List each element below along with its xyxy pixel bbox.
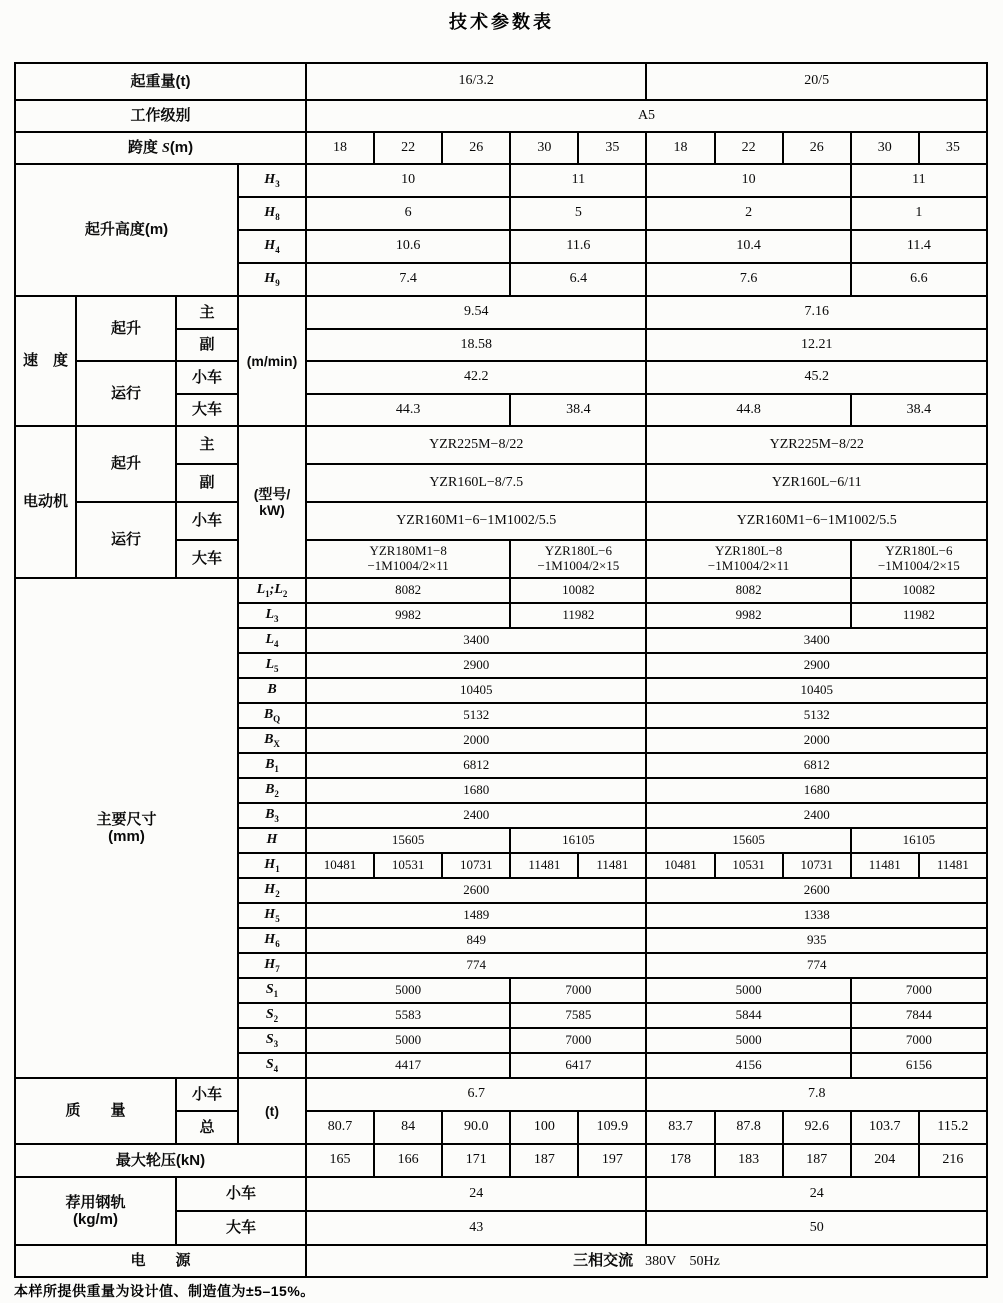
dim-value: 7844 xyxy=(851,1003,987,1028)
hoist-height-value: 11 xyxy=(510,164,646,197)
dim-value: 6417 xyxy=(510,1053,646,1078)
span-symbol: S xyxy=(162,140,170,156)
hoist-height-value: 1 xyxy=(851,197,987,230)
dim-symbol-cell: B xyxy=(238,678,306,703)
dim-value: 774 xyxy=(306,953,646,978)
dim-value: 5132 xyxy=(306,703,646,728)
dim-value: 16105 xyxy=(510,828,646,853)
dim-value: 3400 xyxy=(306,628,646,653)
row-dim-l1l2 xyxy=(15,578,987,603)
motor-model: YZR225M−8/22 xyxy=(306,426,646,464)
power-spec: 380V 50Hz xyxy=(645,1253,720,1269)
rail-trolley-label: 小车 xyxy=(176,1177,306,1211)
dim-value: 8082 xyxy=(306,578,510,603)
motor-model: YZR160L−6/11 xyxy=(646,464,987,502)
wheel-pressure-value: 171 xyxy=(442,1144,510,1177)
dim-value: 11481 xyxy=(919,853,987,878)
hoist-height-value: 11.6 xyxy=(510,230,646,263)
dim-symbol-cell: $B_3$ xyxy=(238,803,306,828)
technical-parameters-table xyxy=(14,62,988,1278)
row-power xyxy=(15,1245,987,1277)
dim-symbol-cell: $H_2$ xyxy=(238,878,306,903)
dim-value: 11481 xyxy=(510,853,578,878)
dim-symbol-cell: $L_5$ xyxy=(238,653,306,678)
dim-value: 2400 xyxy=(646,803,987,828)
dim-value: 11982 xyxy=(851,603,987,628)
row-capacity xyxy=(15,63,987,100)
dim-value: 10405 xyxy=(646,678,987,703)
dim-value: 10082 xyxy=(510,578,646,603)
mass-value: 115.2 xyxy=(919,1111,987,1144)
motor-model: YZR180L−6 −1M1004/2×15 xyxy=(510,540,646,578)
dim-symbol-cell: $H_5$ xyxy=(238,903,306,928)
dim-value: 5844 xyxy=(646,1003,850,1028)
span-value: 30 xyxy=(851,132,919,164)
dim-value: 7000 xyxy=(851,978,987,1003)
power-value xyxy=(306,1245,987,1277)
mass-total-label: 总 xyxy=(176,1111,238,1144)
row-motor-trolley xyxy=(15,502,987,540)
wheel-pressure-label: 最大轮压(kN) xyxy=(15,1144,306,1177)
mass-value: 100 xyxy=(510,1111,578,1144)
span-value: 18 xyxy=(306,132,374,164)
dim-symbol-cell: $L_3$ xyxy=(238,603,306,628)
footnote: 本样所提供重量为设计值、制造值为±5–15%。 xyxy=(14,1283,315,1299)
speed-value: 18.58 xyxy=(306,329,646,361)
dim-value: 5000 xyxy=(646,1028,850,1053)
hoist-height-label: 起升高度(m) xyxy=(15,164,238,296)
dim-symbol-cell: $H_9$ xyxy=(238,263,306,296)
wheel-pressure-value: 216 xyxy=(919,1144,987,1177)
mass-label: 质 量 xyxy=(15,1078,176,1144)
speed-value: 9.54 xyxy=(306,296,646,329)
span-value: 26 xyxy=(442,132,510,164)
rail-label: 荐用钢轨 (kg/m) xyxy=(15,1177,176,1245)
mass-value: 90.0 xyxy=(442,1111,510,1144)
speed-travel-label: 运行 xyxy=(76,361,176,426)
wheel-pressure-value: 187 xyxy=(510,1144,578,1177)
dim-value: 4417 xyxy=(306,1053,510,1078)
dim-value: 5583 xyxy=(306,1003,510,1028)
speed-value: 12.21 xyxy=(646,329,987,361)
row-rail-trolley xyxy=(15,1177,987,1211)
motor-label: 电动机 xyxy=(15,426,76,578)
dim-value: 10481 xyxy=(306,853,374,878)
work-class-value: A5 xyxy=(306,100,987,132)
mass-value: 87.8 xyxy=(715,1111,783,1144)
dim-value: 5132 xyxy=(646,703,987,728)
motor-aux-label: 副 xyxy=(176,464,238,502)
motor-model: YZR160M1−6−1M1002/5.5 xyxy=(646,502,987,540)
span-label: 跨度 S(m) xyxy=(15,132,306,164)
dim-value: 4156 xyxy=(646,1053,850,1078)
dim-symbol-cell: $B_2$ xyxy=(238,778,306,803)
row-speed-main xyxy=(15,296,987,329)
mass-value: 83.7 xyxy=(646,1111,714,1144)
row-speed-trolley xyxy=(15,361,987,394)
dim-symbol-cell: $S_3$ xyxy=(238,1028,306,1053)
mass-unit: (t) xyxy=(238,1078,306,1144)
mass-value: 84 xyxy=(374,1111,442,1144)
mass-value: 103.7 xyxy=(851,1111,919,1144)
dim-value: 1680 xyxy=(306,778,646,803)
wheel-pressure-value: 204 xyxy=(851,1144,919,1177)
hoist-height-value: 2 xyxy=(646,197,850,230)
hoist-height-value: 6.4 xyxy=(510,263,646,296)
dim-value: 2900 xyxy=(306,653,646,678)
dim-value: 849 xyxy=(306,928,646,953)
rail-value: 50 xyxy=(646,1211,987,1245)
dim-value: 5000 xyxy=(306,978,510,1003)
dim-value: 7585 xyxy=(510,1003,646,1028)
dim-symbol-cell: $L_1;L_2$ xyxy=(238,578,306,603)
dim-value: 1489 xyxy=(306,903,646,928)
capacity-label: 起重量(t) xyxy=(15,63,306,100)
dim-value: 11982 xyxy=(510,603,646,628)
wheel-pressure-value: 187 xyxy=(783,1144,851,1177)
dim-value: 15605 xyxy=(306,828,510,853)
dim-symbol-cell: H xyxy=(238,828,306,853)
dim-symbol-cell: $H_8$ xyxy=(238,197,306,230)
rail-value: 24 xyxy=(646,1177,987,1211)
dim-symbol-cell: $B_Q$ xyxy=(238,703,306,728)
hoist-height-value: 6.6 xyxy=(851,263,987,296)
motor-hoist-label: 起升 xyxy=(76,426,176,502)
motor-main-label: 主 xyxy=(176,426,238,464)
rail-crane-label: 大车 xyxy=(176,1211,306,1245)
motor-model: YZR180L−8 −1M1004/2×11 xyxy=(646,540,850,578)
speed-value: 44.8 xyxy=(646,394,850,426)
hoist-height-value: 6 xyxy=(306,197,510,230)
hoist-height-value: 5 xyxy=(510,197,646,230)
dim-symbol-cell: $S_1$ xyxy=(238,978,306,1003)
dim-value: 6812 xyxy=(306,753,646,778)
rail-value: 43 xyxy=(306,1211,646,1245)
dim-value: 10731 xyxy=(783,853,851,878)
dim-symbol-cell: $L_4$ xyxy=(238,628,306,653)
dim-value: 3400 xyxy=(646,628,987,653)
span-value: 35 xyxy=(919,132,987,164)
dim-symbol-cell: $H_6$ xyxy=(238,928,306,953)
speed-trolley-label: 小车 xyxy=(176,361,238,394)
work-class-label: 工作级别 xyxy=(15,100,306,132)
mass-value: 80.7 xyxy=(306,1111,374,1144)
speed-value: 44.3 xyxy=(306,394,510,426)
motor-model: YZR160M1−6−1M1002/5.5 xyxy=(306,502,646,540)
span-value: 30 xyxy=(510,132,578,164)
speed-unit: (m/min) xyxy=(238,296,306,426)
capacity-value: 20/5 xyxy=(646,63,987,100)
hoist-height-value: 11.4 xyxy=(851,230,987,263)
dim-value: 2900 xyxy=(646,653,987,678)
dim-value: 2600 xyxy=(646,878,987,903)
motor-travel-label: 运行 xyxy=(76,502,176,578)
row-span xyxy=(15,132,987,164)
dim-value: 7000 xyxy=(510,1028,646,1053)
speed-crane-label: 大车 xyxy=(176,394,238,426)
motor-model: YZR180L−6 −1M1004/2×15 xyxy=(851,540,987,578)
span-value: 22 xyxy=(374,132,442,164)
power-label: 电 源 xyxy=(15,1245,306,1277)
dim-value: 1680 xyxy=(646,778,987,803)
dim-value: 5000 xyxy=(306,1028,510,1053)
mass-value: 109.9 xyxy=(578,1111,646,1144)
span-value: 35 xyxy=(578,132,646,164)
dim-value: 935 xyxy=(646,928,987,953)
dim-value: 16105 xyxy=(851,828,987,853)
dim-value: 11481 xyxy=(851,853,919,878)
hoist-height-value: 7.6 xyxy=(646,263,850,296)
dim-value: 2000 xyxy=(306,728,646,753)
motor-model: YZR160L−8/7.5 xyxy=(306,464,646,502)
speed-hoist-label: 起升 xyxy=(76,296,176,361)
dim-value: 10405 xyxy=(306,678,646,703)
dim-value: 10731 xyxy=(442,853,510,878)
dim-value: 2000 xyxy=(646,728,987,753)
wheel-pressure-value: 166 xyxy=(374,1144,442,1177)
hoist-height-value: 10.4 xyxy=(646,230,850,263)
hoist-height-value: 10.6 xyxy=(306,230,510,263)
page-title: 技术参数表 xyxy=(449,12,554,32)
dim-value: 5000 xyxy=(646,978,850,1003)
dim-value: 2600 xyxy=(306,878,646,903)
mass-value: 6.7 xyxy=(306,1078,646,1111)
speed-value: 7.16 xyxy=(646,296,987,329)
hoist-height-value: 11 xyxy=(851,164,987,197)
dim-symbol-cell: $B_1$ xyxy=(238,753,306,778)
dim-value: 8082 xyxy=(646,578,850,603)
wheel-pressure-value: 165 xyxy=(306,1144,374,1177)
dim-symbol-cell: $H_1$ xyxy=(238,853,306,878)
dim-value: 6156 xyxy=(851,1053,987,1078)
row-wheel-pressure xyxy=(15,1144,987,1177)
dim-value: 10082 xyxy=(851,578,987,603)
row-hoist-height-h3 xyxy=(15,164,987,197)
rail-value: 24 xyxy=(306,1177,646,1211)
capacity-value: 16/3.2 xyxy=(306,63,646,100)
hoist-height-value: 7.4 xyxy=(306,263,510,296)
speed-value: 42.2 xyxy=(306,361,646,394)
dim-symbol-cell: $H_4$ xyxy=(238,230,306,263)
mass-trolley-label: 小车 xyxy=(176,1078,238,1111)
motor-model: YZR225M−8/22 xyxy=(646,426,987,464)
dim-symbol-cell: $H_3$ xyxy=(238,164,306,197)
hoist-height-value: 10 xyxy=(306,164,510,197)
dim-value: 6812 xyxy=(646,753,987,778)
power-type: 三相交流 xyxy=(573,1251,634,1269)
mass-value: 92.6 xyxy=(783,1111,851,1144)
span-value: 26 xyxy=(783,132,851,164)
speed-main-label: 主 xyxy=(176,296,238,329)
dim-value: 10531 xyxy=(715,853,783,878)
dim-value: 10531 xyxy=(374,853,442,878)
span-value: 22 xyxy=(715,132,783,164)
dim-value: 774 xyxy=(646,953,987,978)
dim-symbol-cell: $S_2$ xyxy=(238,1003,306,1028)
speed-value: 38.4 xyxy=(510,394,646,426)
hoist-height-value: 10 xyxy=(646,164,850,197)
speed-aux-label: 副 xyxy=(176,329,238,361)
speed-value: 38.4 xyxy=(851,394,987,426)
motor-unit: (型号/ kW) xyxy=(238,426,306,578)
dim-symbol-cell: $S_4$ xyxy=(238,1053,306,1078)
dimensions-label: 主要尺寸 (mm) xyxy=(15,578,238,1078)
dim-value: 10481 xyxy=(646,853,714,878)
dim-symbol-cell: $B_X$ xyxy=(238,728,306,753)
wheel-pressure-value: 178 xyxy=(646,1144,714,1177)
dim-value: 9982 xyxy=(646,603,850,628)
dim-value: 7000 xyxy=(851,1028,987,1053)
dim-value: 9982 xyxy=(306,603,510,628)
speed-value: 45.2 xyxy=(646,361,987,394)
row-mass-trolley xyxy=(15,1078,987,1111)
span-value: 18 xyxy=(646,132,714,164)
dim-value: 2400 xyxy=(306,803,646,828)
dim-value: 7000 xyxy=(510,978,646,1003)
mass-value: 7.8 xyxy=(646,1078,987,1111)
row-work-class xyxy=(15,100,987,132)
motor-trolley-label: 小车 xyxy=(176,502,238,540)
wheel-pressure-value: 197 xyxy=(578,1144,646,1177)
dim-value: 11481 xyxy=(578,853,646,878)
dim-value: 15605 xyxy=(646,828,850,853)
motor-model: YZR180M1−8 −1M1004/2×11 xyxy=(306,540,510,578)
speed-label: 速 度 xyxy=(15,296,76,426)
wheel-pressure-value: 183 xyxy=(715,1144,783,1177)
dim-symbol-cell: $H_7$ xyxy=(238,953,306,978)
dim-value: 1338 xyxy=(646,903,987,928)
motor-crane-label: 大车 xyxy=(176,540,238,578)
row-motor-main xyxy=(15,426,987,464)
